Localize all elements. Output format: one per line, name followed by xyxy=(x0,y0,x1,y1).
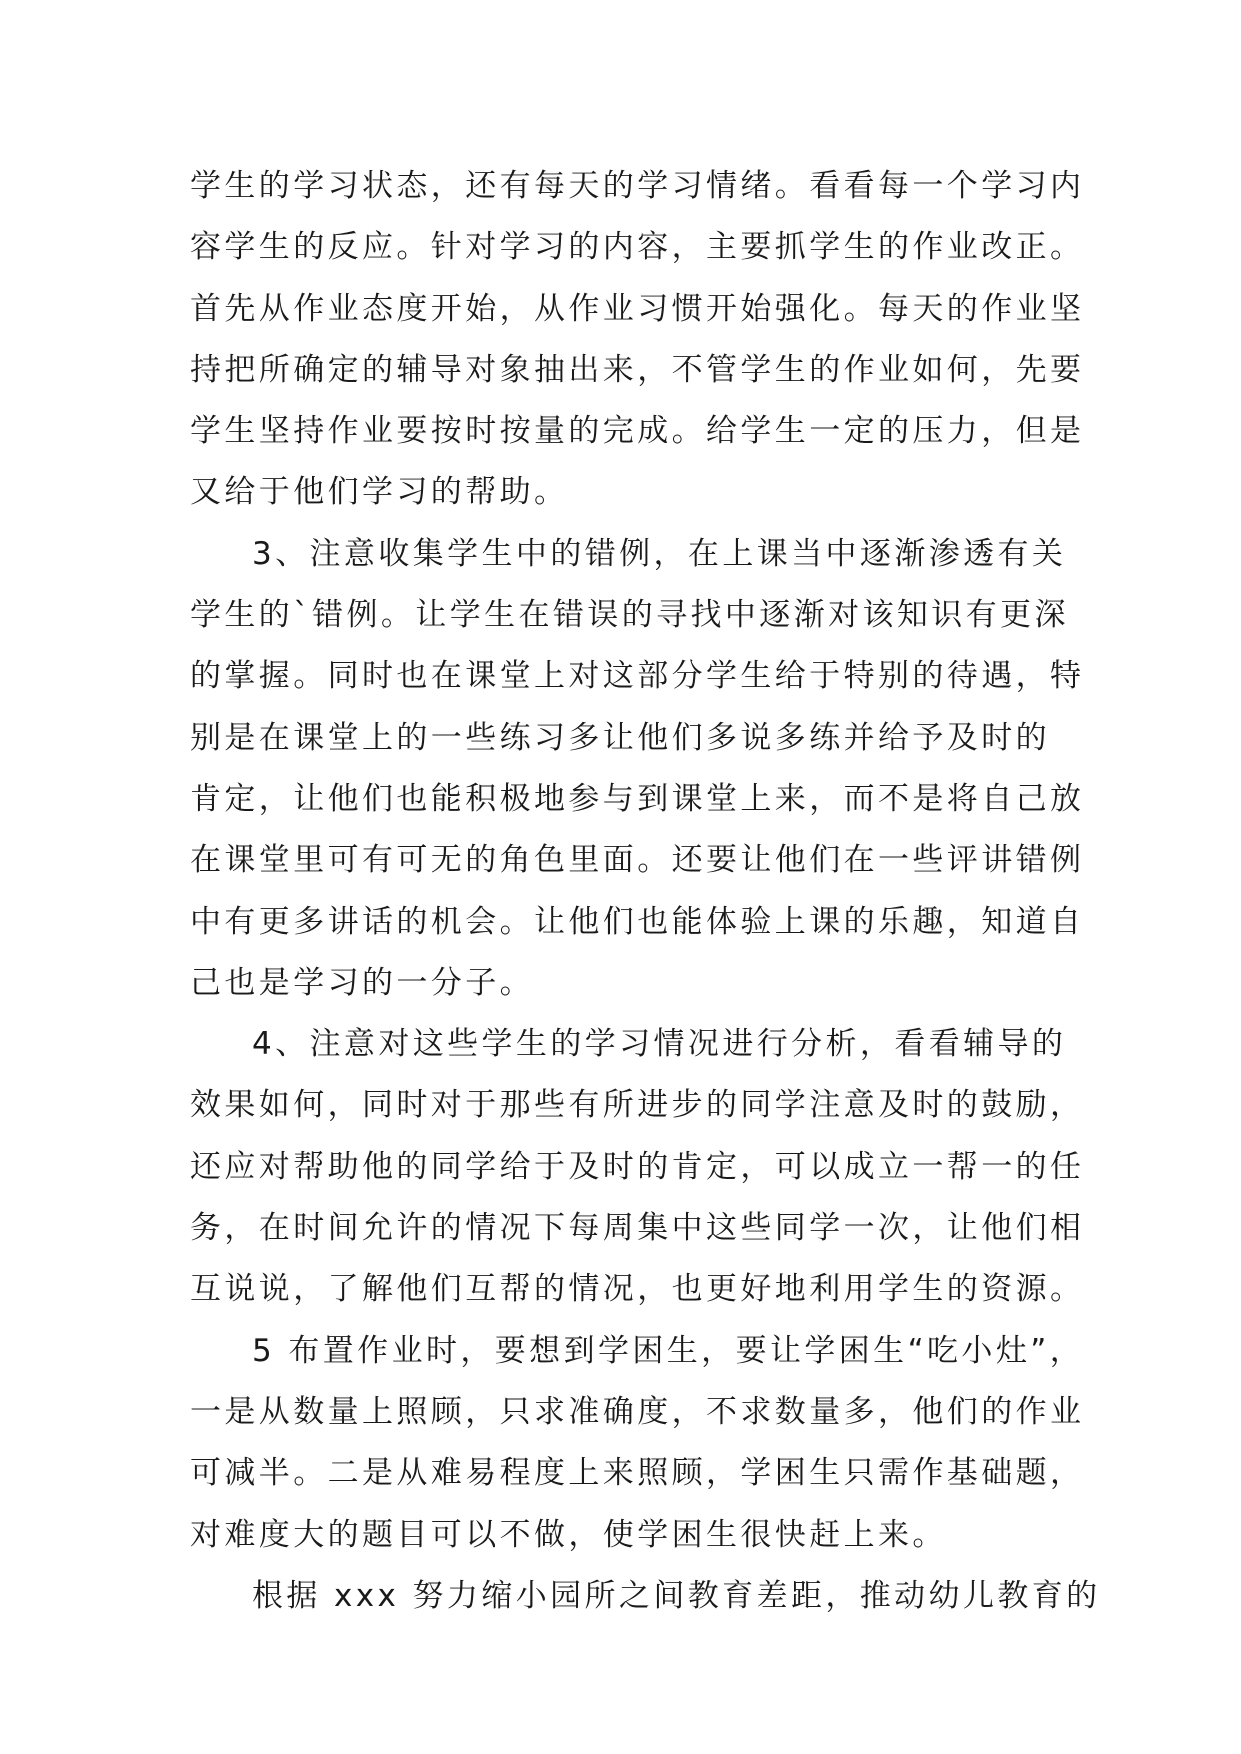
text-line: 还应对帮助他的同学给于及时的肯定，可以成立一帮一的任 xyxy=(190,1148,1085,1185)
text-line: 别是在课堂上的一些练习多让他们多说多练并给予及时的 xyxy=(190,719,1050,756)
text-line: 又给于他们学习的帮助。 xyxy=(190,474,569,511)
text-line: 务，在时间允许的情况下每周集中这些同学一次，让他们相 xyxy=(190,1210,1085,1247)
text-line: 容学生的反应。针对学习的内容，主要抓学生的作业改正。 xyxy=(190,229,1085,266)
text-line: 的掌握。同时也在课堂上对这部分学生给于特别的待遇，特 xyxy=(190,658,1085,695)
text-line: 在课堂里可有可无的角色里面。还要让他们在一些评讲错例 xyxy=(190,842,1085,879)
text-line: 互说说，了解他们互帮的情况，也更好地利用学生的资源。 xyxy=(190,1271,1085,1308)
text-line: 中有更多讲话的机会。让他们也能体验上课的乐趣，知道自 xyxy=(190,903,1085,940)
text-line: 可减半。二是从难易程度上来照顾，学困生只需作基础题， xyxy=(190,1455,1085,1492)
text-line: 学生的学习状态，还有每天的学习情绪。看看每一个学习内 xyxy=(190,168,1085,204)
text-line: 己也是学习的一分子。 xyxy=(190,964,534,1001)
paragraph-start-line: 4、注意对这些学生的学习情况进行分析，看看辅导的 xyxy=(252,1026,1067,1063)
text-line: 对难度大的题目可以不做，使学困生很快赶上来。 xyxy=(190,1516,947,1553)
paragraph-start-line: 根据 xxx 努力缩小园所之间教育差距，推动幼儿教育的 xyxy=(252,1577,1101,1614)
paragraph-start-line: 3、注意收集学生中的错例，在上课当中逐渐渗透有关 xyxy=(252,535,1067,572)
text-line: 肯定，让他们也能积极地参与到课堂上来，而不是将自己放 xyxy=(190,780,1085,817)
text-line: 学生坚持作业要按时按量的完成。给学生一定的压力，但是 xyxy=(190,413,1085,450)
text-line: 学生的`错例。让学生在错误的寻找中逐渐对该知识有更深 xyxy=(190,597,1069,634)
text-line: 持把所确定的辅导对象抽出来，不管学生的作业如何，先要 xyxy=(190,351,1085,388)
text-line: 效果如何，同时对于那些有所进步的同学注意及时的鼓励， xyxy=(190,1087,1085,1124)
text-line: 首先从作业态度开始，从作业习惯开始强化。每天的作业坚 xyxy=(190,290,1085,327)
text-line: 一是从数量上照顾，只求准确度，不求数量多，他们的作业 xyxy=(190,1393,1085,1430)
body-text xyxy=(190,156,1101,1627)
paragraph-start-line: 5 布置作业时，要想到学困生，要让学困生“吃小灶”， xyxy=(252,1332,1085,1369)
